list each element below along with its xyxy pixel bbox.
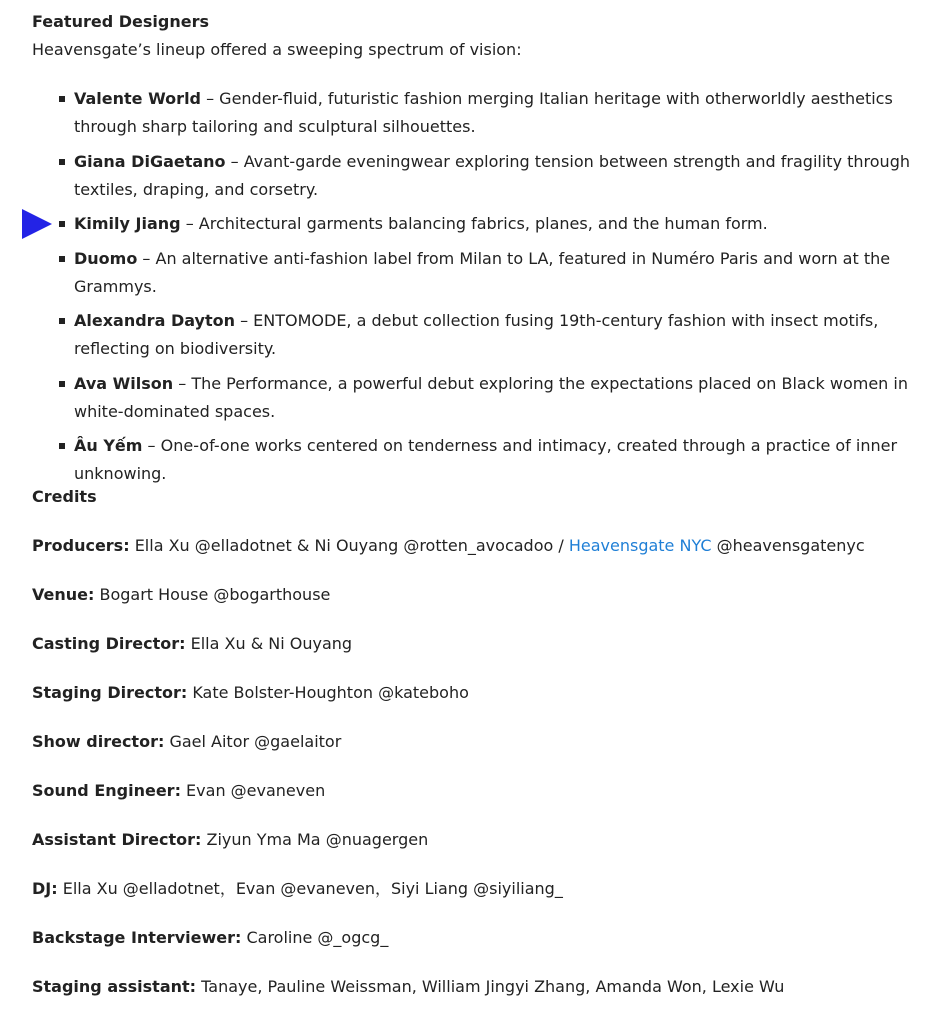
designer-description: – Avant-garde eveningwear exploring tension between strength and fragility through textiles, draping, and corsetry. xyxy=(74,151,910,199)
credit-label: Backstage Interviewer: xyxy=(32,928,242,947)
credit-label: DJ: xyxy=(32,879,58,898)
credit-row-assistant-director xyxy=(32,829,428,851)
credit-value: Evan @evaneven xyxy=(180,781,326,800)
bullet-square-icon xyxy=(59,318,65,324)
credit-label: Assistant Director: xyxy=(32,830,202,849)
credit-label: Venue: xyxy=(32,585,95,604)
credit-row-producers xyxy=(32,535,865,557)
designer-description: – An alternative anti-fashion label from Milan to LA, featured in Numéro Paris and worn at the Grammys. xyxy=(74,248,891,296)
bullet-square-icon xyxy=(59,381,65,387)
credit-row-venue xyxy=(32,584,330,606)
credit-row-sound-engineer xyxy=(32,780,325,802)
heavensgate-nyc-link[interactable]: Heavensgate NYC xyxy=(568,536,712,555)
credit-value: Caroline @_ogcg_ xyxy=(241,928,389,947)
designer-description: – Architectural garments balancing fabrics, planes, and the human form. xyxy=(180,214,768,233)
credit-label: Producers: xyxy=(32,536,130,555)
designer-description: – ENTOMODE, a debut collection fusing 19th-century fashion with insect motifs, reflecting on biodiversity. xyxy=(74,311,879,358)
credit-label: Sound Engineer: xyxy=(32,781,181,800)
designer-name: Kimily Jiang xyxy=(74,214,181,233)
credit-row-show-director xyxy=(32,731,341,753)
credit-value: Ziyun Yma Ma @nuagergen xyxy=(201,830,429,849)
designer-description: – One-of-one works centered on tenderness and intimacy, created through a practice of inner unknowing. xyxy=(74,436,898,483)
bullet-square-icon xyxy=(59,443,65,449)
designer-name: Alexandra Dayton xyxy=(74,311,235,330)
credit-label: Casting Director: xyxy=(32,634,186,653)
list-item xyxy=(32,210,927,238)
credit-row-staging-director xyxy=(32,682,469,704)
credit-row-dj xyxy=(32,878,563,900)
designer-name: Âu Yếm xyxy=(74,436,143,455)
bullet-square-icon xyxy=(59,221,65,227)
bullet-square-icon xyxy=(59,256,65,262)
credit-label: Show director: xyxy=(32,732,165,751)
designer-description: – The Performance, a powerful debut exploring the expectations placed on Black women in white-dominated spaces. xyxy=(74,373,908,421)
bullet-square-icon xyxy=(59,96,65,102)
credit-value: Ella Xu @elladotnet，Evan @evaneven，Siyi Liang @siyiliang_ xyxy=(57,879,563,898)
featured-designers-heading: Featured Designers xyxy=(32,12,209,31)
list-item xyxy=(32,245,927,301)
credit-label: Staging assistant: xyxy=(32,977,197,996)
list-item xyxy=(32,370,927,426)
credit-value: Kate Bolster-Houghton @kateboho xyxy=(187,683,469,702)
credit-value: Tanaye, Pauline Weissman, William Jingyi Zhang, Amanda Won, Lexie Wu xyxy=(196,977,785,996)
designer-name: Giana DiGaetano xyxy=(74,151,226,171)
credit-value: Ella Xu & Ni Ouyang xyxy=(185,634,353,653)
designer-description: – Gender-fluid, futuristic fashion merging Italian heritage with otherworldly aesthetics through sharp tailoring and sculptural silhouettes. xyxy=(74,89,893,136)
credits-heading: Credits xyxy=(32,487,97,506)
designer-list xyxy=(32,85,927,495)
credit-row-staging-assistant xyxy=(32,976,784,998)
list-item xyxy=(32,148,927,204)
credit-value: Gael Aitor @gaelaitor xyxy=(164,732,342,751)
credit-row-casting-director xyxy=(32,633,352,655)
designer-name: Duomo xyxy=(74,248,138,268)
credit-row-backstage-interviewer xyxy=(32,927,388,949)
designer-name: Valente World xyxy=(74,89,201,108)
list-item xyxy=(32,85,927,141)
credit-value: Ella Xu @elladotnet & Ni Ouyang @rotten_avocadoo / xyxy=(129,536,569,555)
designer-name: Ava Wilson xyxy=(74,373,174,393)
credit-value: @heavensgatenyc xyxy=(711,536,865,555)
credit-value: Bogart House @bogarthouse xyxy=(94,585,331,604)
bullet-square-icon xyxy=(59,159,65,165)
list-item xyxy=(32,432,927,488)
credit-label: Staging Director: xyxy=(32,683,188,702)
list-item xyxy=(32,307,927,363)
featured-intro: Heavensgate’s lineup offered a sweeping spectrum of vision: xyxy=(32,40,522,59)
